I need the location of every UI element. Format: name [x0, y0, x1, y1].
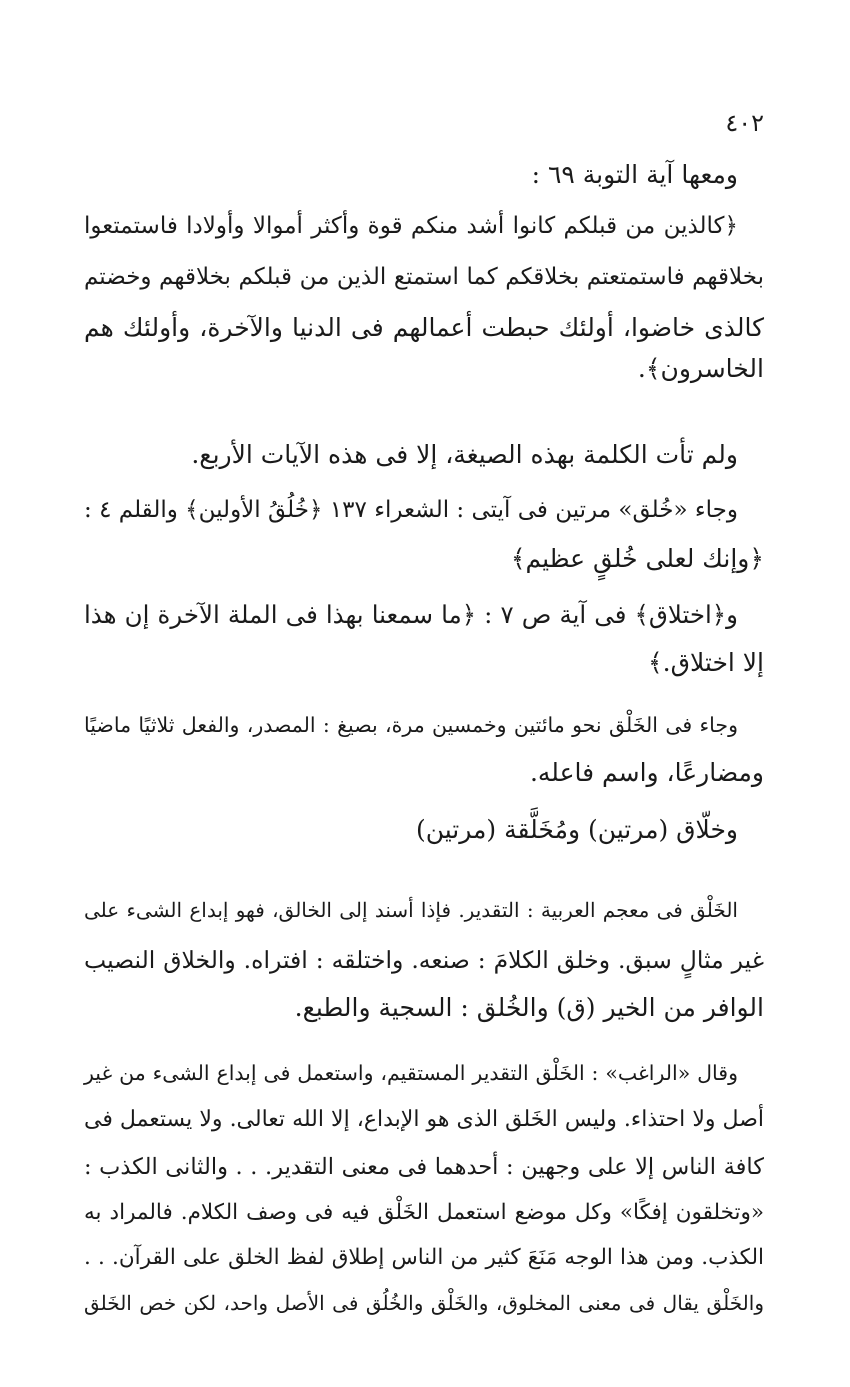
quran-verse-line: إلا اختلاق.﴾ — [647, 648, 764, 677]
page-number: ٤٠٢ — [725, 109, 764, 137]
text-line: «وتخلقون إفكًا» وكل موضع استعمل الخَلْق فيه فى وصف الكلام. فالمراد به — [84, 1200, 764, 1225]
text-line: وقال «الراغب» : الخَلْق التقدير المستقيم، واستعمل فى إبداع الشىء من غير — [84, 1061, 738, 1085]
text-line: ومضارعًا، واسم فاعله. — [529, 758, 764, 787]
text-line: ومعها آية التوبة ٦٩ : — [531, 160, 738, 189]
quran-verse-line: بخلاقهم فاستمتعتم بخلاقكم كما استمتع الذين من قبلكم بخلاقهم وخضتم — [84, 264, 764, 290]
text-line: و﴿اختلاق﴾ فى آية ص ٧ : ﴿ما سمعنا بهذا فى الملة الآخرة إن هذا — [84, 600, 738, 629]
quran-verse-line: ﴿كالذين من قبلكم كانوا أشد منكم قوة وأكثر أموالا وأولادا فاستمتعوا — [84, 213, 738, 239]
text-line: والخَلْق يقال فى معنى المخلوق، والخَلْق والخُلُق فى الأصل واحد، لكن خص الخَلق — [84, 1291, 764, 1315]
text-line: كافة الناس إلا على وجهين : أحدهما فى معنى التقدير. . . والثانى الكذب : — [84, 1154, 764, 1180]
text-line: غير مثالٍ سبق. وخلق الكلامَ : صنعه. واختلقه : افتراه. والخلاق النصيب — [84, 946, 764, 974]
text-line: وجاء فى الخَلْق نحو مائتين وخمسين مرة، بصيغ : المصدر، والفعل ثلاثيًا ماضيًا — [84, 713, 738, 737]
quran-verse-line: كالذى خاضوا، أولئك حبطت أعمالهم فى الدنيا والآخرة، وأولئك هم — [84, 313, 764, 342]
text-line: أصل ولا احتذاء. وليس الخَلق الذى هو الإبداع، إلا الله تعالى. ولا يستعمل فى — [84, 1107, 764, 1132]
quran-verse-line: ﴿وإنك لعلى خُلقٍ عظيم﴾ — [510, 544, 764, 573]
quran-verse-line: الخاسرون﴾. — [637, 354, 764, 383]
text-line: الكذب. ومن هذا الوجه مَنَعَ كثير من الناس إطلاق لفظ الخلق على القرآن. . . — [84, 1245, 764, 1270]
text-line: وخلّاق (مرتين) ومُخَلَّقة (مرتين) — [415, 815, 738, 844]
text-line: الوافر من الخير (ق) والخُلق : السجية والطبع. — [294, 993, 764, 1022]
text-line: الخَلْق فى معجم العربية : التقدير. فإذا أسند إلى الخالق، فهو إبداع الشىء على — [84, 898, 738, 922]
text-line: ولم تأت الكلمة بهذه الصيغة، إلا فى هذه الآيات الأربع. — [191, 440, 738, 469]
text-line: وجاء «خُلق» مرتين فى آيتى : الشعراء ١٣٧ ﴿خُلُقُ الأولين﴾ والقلم ٤ : — [84, 497, 738, 523]
